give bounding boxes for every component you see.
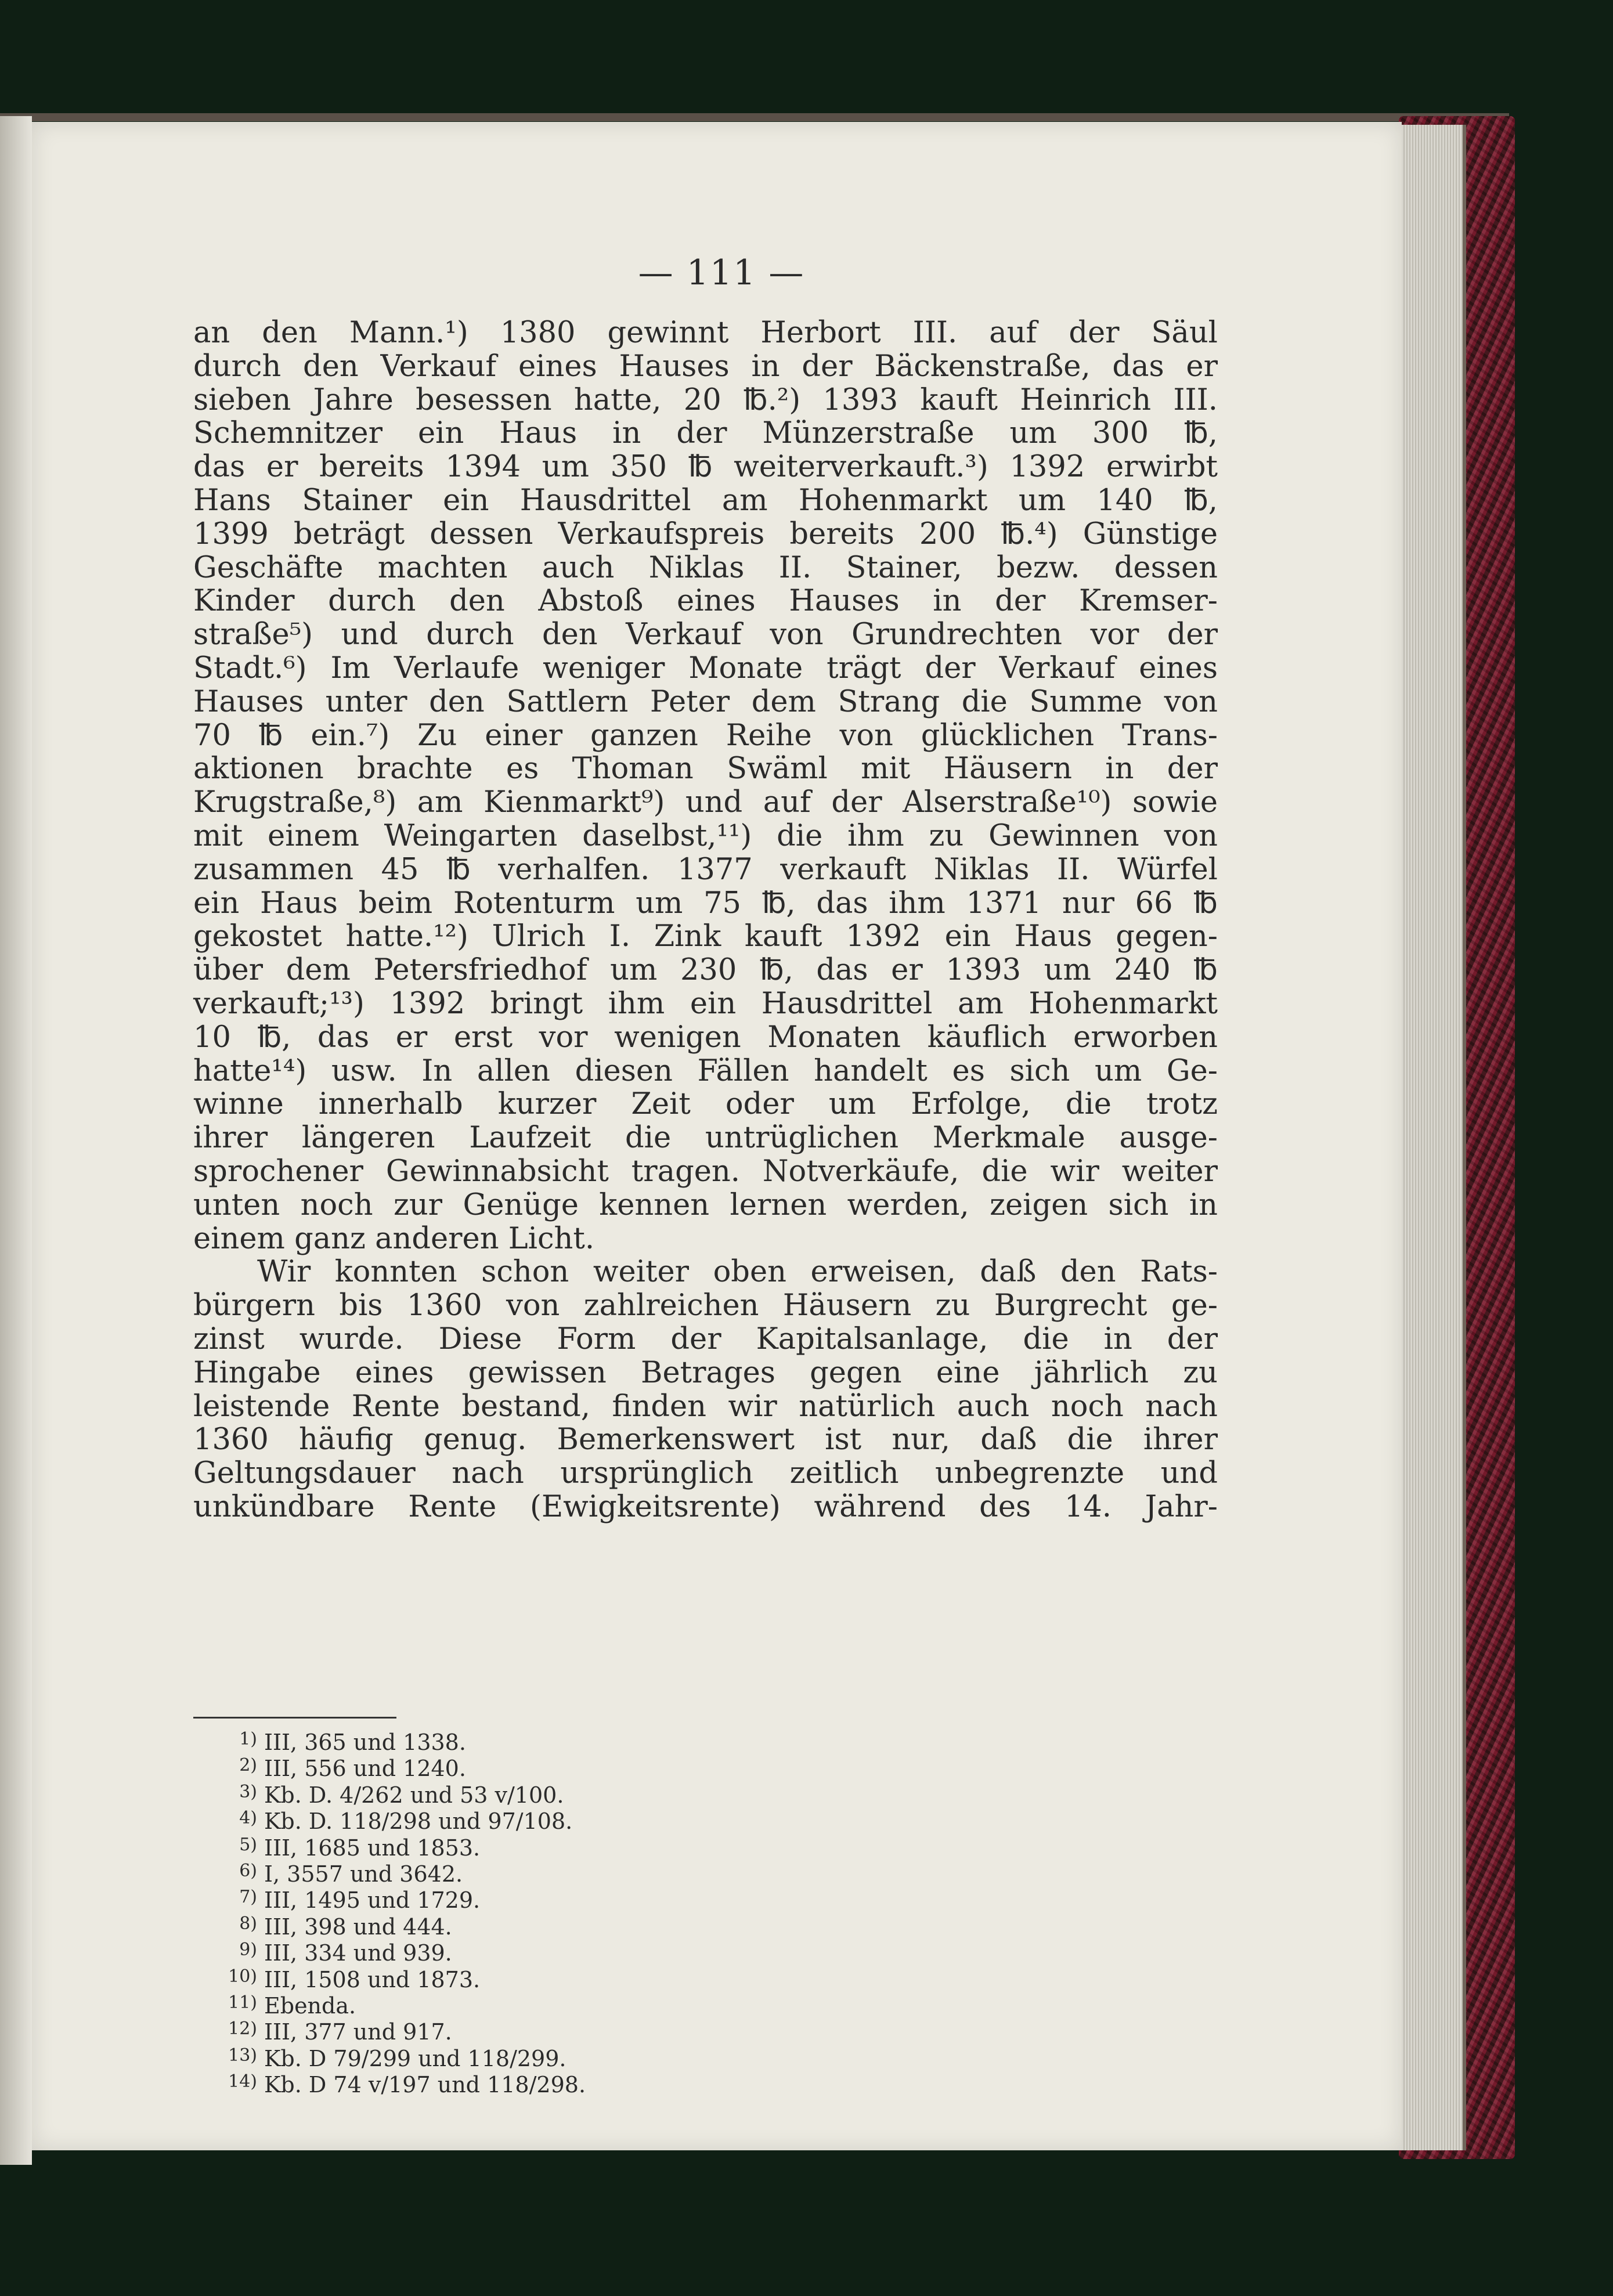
page-number: — 111 — [638, 252, 805, 293]
footnote-mark: 4) [239, 1808, 257, 1829]
footnote-text: Kb. D 74 v/197 und 118/298. [264, 2072, 586, 2098]
text-line: 70 ℔ ein.⁷) Zu einer ganzen Reihe von glücklichen Trans- [193, 718, 1218, 753]
footnote [228, 1966, 786, 1993]
footnote [228, 2071, 786, 2098]
footnote-text: III, 1685 und 1853. [264, 1835, 481, 1861]
text-line: ein Haus beim Rotenturm um 75 ℔, das ihm 1371 nur 66 ℔ [193, 886, 1218, 920]
footnote-mark: 6) [239, 1861, 257, 1882]
footnote-mark: 8) [239, 1913, 257, 1934]
text-line: unkündbare Rente (Ewigkeitsrente) während des 14. Jahr- [193, 1489, 1218, 1524]
text-line: einem ganz anderen Licht. [193, 1221, 595, 1256]
text-line: 10 ℔, das er erst vor wenigen Monaten käuflich erworben [193, 1020, 1218, 1055]
text-line: gekostet hatte.¹²) Ulrich I. Zink kauft 1392 ein Haus gegen- [193, 919, 1218, 954]
text-line: zinst wurde. Diese Form der Kapitalsanlage, die in der [193, 1322, 1218, 1356]
footnote-text: III, 1508 und 1873. [264, 1966, 481, 1992]
text-line: zusammen 45 ℔ verhalfen. 1377 verkauft Niklas II. Würfel [193, 852, 1218, 887]
text-line: bürgern bis 1360 von zahlreichen Häusern zu Burgrecht ge- [193, 1288, 1218, 1323]
text-line: unten noch zur Genüge kennen lernen werden, zeigen sich in [193, 1187, 1218, 1222]
footnote-text: III, 365 und 1338. [264, 1730, 466, 1755]
footnote [239, 1834, 786, 1861]
footnote-text: III, 398 und 444. [264, 1914, 452, 1940]
footnote-text: III, 556 und 1240. [264, 1756, 466, 1782]
footnote-mark: 7) [239, 1887, 257, 1908]
footnote-text: Kb. D 79/299 und 118/299. [264, 2045, 566, 2071]
book-page [32, 122, 1402, 2150]
text-line: Krugstraße,⁸) am Kienmarkt⁹) und auf der Alserstraße¹⁰) sowie [193, 785, 1218, 820]
text-line: Stadt.⁶) Im Verlaufe weniger Monate trägt der Verkauf eines [193, 651, 1218, 685]
text-line: durch den Verkauf eines Hauses in der Bäckenstraße, das er [193, 349, 1218, 384]
text-line: ihrer längeren Laufzeit die untrüglichen Merkmale ausge- [193, 1121, 1218, 1156]
text-line: Geschäfte machten auch Niklas II. Stainer, bezw. dessen [193, 550, 1218, 585]
footnote-text: Kb. D. 118/298 und 97/108. [264, 1808, 573, 1835]
footnote-mark: 1) [239, 1729, 257, 1749]
facing-page-edge [0, 116, 32, 2165]
text-line: Geltungsdauer nach ursprünglich zeitlich unbegrenzte und [193, 1456, 1218, 1491]
footnote-mark: 3) [239, 1781, 257, 1802]
footnote-mark: 2) [239, 1755, 257, 1776]
text-line: verkauft;¹³) 1392 bringt ihm ein Hausdrittel am Hohenmarkt [193, 986, 1218, 1021]
text-line: mit einem Weingarten daselbst,¹¹) die ihm zu Gewinnen von [193, 818, 1218, 853]
footnote [228, 2045, 786, 2072]
footnote-text: III, 377 und 917. [264, 2019, 452, 2045]
footnote [239, 1808, 786, 1835]
text-line: das er bereits 1394 um 350 ℔ weiterverkauft.³) 1392 erwirbt [193, 450, 1218, 485]
footnote-text: Kb. D. 4/262 und 53 v/100. [264, 1782, 564, 1808]
page-stack-edge [1393, 125, 1466, 2150]
footnote-mark: 10) [228, 1966, 257, 1987]
text-line: sprochener Gewinnabsicht tragen. Notverkäufe, die wir weiter [193, 1154, 1218, 1189]
footnote-mark: 14) [228, 2071, 257, 2092]
book-top-edge [0, 113, 1509, 121]
body-text [193, 316, 1218, 1524]
footnote [239, 1781, 786, 1808]
paragraph-start-line: Wir konnten schon weiter oben erweisen, daß den Rats- [257, 1255, 1218, 1290]
text-line: Hans Stainer ein Hausdrittel am Hohenmarkt um 140 ℔, [193, 483, 1218, 518]
footnotes [228, 1729, 786, 2099]
footnote-text: Ebenda. [264, 1993, 356, 2019]
footnote-text: III, 334 und 939. [264, 1940, 452, 1966]
text-line: winne innerhalb kurzer Zeit oder um Erfolge, die trotz [193, 1087, 1218, 1122]
footnote [239, 1940, 786, 1966]
footnote [228, 2019, 786, 2045]
text-line: Kinder durch den Abstoß eines Hauses in der Kremser- [193, 584, 1218, 619]
footnote [228, 1992, 786, 2019]
footnote [239, 1913, 786, 1940]
text-line: 1399 beträgt dessen Verkaufspreis bereits 200 ℔.⁴) Günstige [193, 517, 1218, 551]
footnote-mark: 12) [228, 2019, 257, 2039]
footnote [239, 1887, 786, 1914]
text-line: aktionen brachte es Thoman Swäml mit Häusern in der [193, 752, 1218, 786]
footnote-text: III, 1495 und 1729. [264, 1887, 481, 1914]
footnote-separator [193, 1717, 396, 1719]
footnote-mark: 5) [239, 1834, 257, 1855]
text-line: Hauses unter den Sattlern Peter dem Strang die Summe von [193, 684, 1218, 719]
text-line: über dem Petersfriedhof um 230 ℔, das er 1393 um 240 ℔ [193, 953, 1218, 988]
footnote-text: I, 3557 und 3642. [264, 1861, 463, 1887]
text-line: leistende Rente bestand, finden wir natürlich auch noch nach [193, 1389, 1218, 1424]
footnote [239, 1755, 786, 1782]
footnote-mark: 11) [228, 1992, 257, 2013]
text-line: 1360 häufig genug. Bemerkenswert ist nur, daß die ihrer [193, 1423, 1218, 1457]
text-line: Hingabe eines gewissen Betrages gegen eine jährlich zu [193, 1355, 1218, 1390]
text-line: Schemnitzer ein Haus in der Münzerstraße um 300 ℔, [193, 416, 1218, 451]
text-line: sieben Jahre besessen hatte, 20 ℔.²) 1393 kauft Heinrich III. [193, 382, 1218, 417]
text-line: hatte¹⁴) usw. In allen diesen Fällen handelt es sich um Ge- [193, 1053, 1218, 1088]
footnote [239, 1861, 786, 1887]
footnote-mark: 9) [239, 1940, 257, 1961]
footnote-mark: 13) [228, 2045, 257, 2066]
text-line: straße⁵) und durch den Verkauf von Grundrechten vor der [193, 618, 1218, 652]
footnote [239, 1729, 786, 1756]
text-line: an den Mann.¹) 1380 gewinnt Herbort III. auf der Säul [193, 316, 1218, 350]
